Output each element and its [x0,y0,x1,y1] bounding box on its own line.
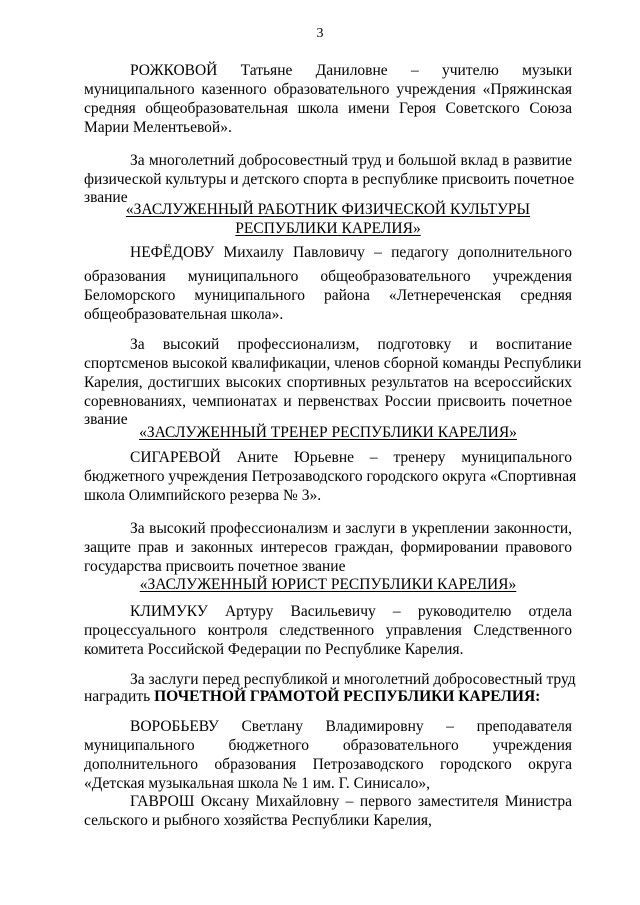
award-title: ПОЧЕТНОЙ ГРАМОТОЙ РЕСПУБЛИКИ КАРЕЛИЯ: [154,688,541,705]
paragraph-line: За высокий профессионализм, подготовку и воспитание [130,336,572,353]
paragraph-line [84,688,572,707]
paragraph-line: общеобразовательная школа». [84,306,284,323]
paragraph-line: «Детская музыкальная школа № 1 им. Г. Синисало», [84,775,431,792]
paragraph-line: комитета Российской Федерации по Республике Карелия. [84,641,464,658]
paragraph-line: НЕФЁДОВУ Михаилу Павловичу – педагогу дополнительного [130,244,572,261]
paragraph-line: сельского и рыбного хозяйства Республики Карелия, [84,812,432,829]
paragraph-line: образования муниципального общеобразовательного учреждения [84,268,572,285]
paragraph-line: За высокий профессионализм и заслуги в укреплении законности, [130,520,572,537]
paragraph-line: За заслуги перед республикой и многолетний добросовестный труд [130,671,576,688]
award-verb: наградить [84,688,155,705]
paragraph-line: звание [84,411,128,428]
paragraph-line: физической культуры и детского спорта в республике присвоить почетное [84,171,575,188]
paragraph-line: ГАВРОШ Оксану Михайловну – первого заместителя Министра [130,793,572,810]
paragraph-line: Беломорского муниципального района «Летнереченская средняя [84,287,572,304]
honorary-title: «ЗАСЛУЖЕННЫЙ РАБОТНИК ФИЗИЧЕСКОЙ КУЛЬТУРЫ [125,201,531,218]
paragraph-line: процессуального контроля следственного управления Следственного [84,622,572,639]
paragraph-line: муниципального бюджетного образовательного учреждения [84,737,572,754]
paragraph-line: защите прав и законных интересов граждан, формировании правового [84,539,572,556]
paragraph-line: бюджетного учреждения Петрозаводского городского округа «Спортивная [84,468,577,485]
paragraph-line: средняя общеобразовательная школа имени Героя Советского Союза [84,100,572,117]
page-number: 3 [316,26,324,41]
paragraph-line: СИГАРЕВОЙ Аните Юрьевне – тренеру муниципального [130,449,572,466]
paragraph-line: соревнованиях, чемпионатах и первенствах России присвоить почетное [84,393,572,410]
honorary-title: РЕСПУБЛИКИ КАРЕЛИЯ» [235,220,421,237]
paragraph-line: звание [84,189,128,206]
paragraph-line: государства присвоить почетное звание [84,558,346,575]
paragraph-line: муниципального казенного образовательного учреждения «Пряжинская [84,81,572,98]
paragraph-line: Марии Мелентьевой». [84,119,232,136]
paragraph-line: ВОРОБЬЕВУ Светлану Владимировну – преподавателя [130,718,572,735]
paragraph-line: За многолетний добросовестный труд и большой вклад в развитие [130,152,572,169]
honorary-title: «ЗАСЛУЖЕННЫЙ ТРЕНЕР РЕСПУБЛИКИ КАРЕЛИЯ» [139,424,517,441]
paragraph-line: Карелия, достигших высоких спортивных результатов на всероссийских [84,374,572,391]
paragraph-line: дополнительного образования Петрозаводского городского округа [84,756,572,773]
paragraph-line: школа Олимпийского резерва № 3». [84,487,322,504]
paragraph-line: КЛИМУКУ Артуру Васильевичу – руководителю отдела [130,603,572,620]
paragraph-line: РОЖКОВОЙ Татьяне Даниловне – учителю музыки [130,62,572,79]
paragraph-line: спортсменов высокой квалификации, членов сборной команды Республики [84,355,582,372]
honorary-title: «ЗАСЛУЖЕННЫЙ ЮРИСТ РЕСПУБЛИКИ КАРЕЛИЯ» [139,576,517,593]
